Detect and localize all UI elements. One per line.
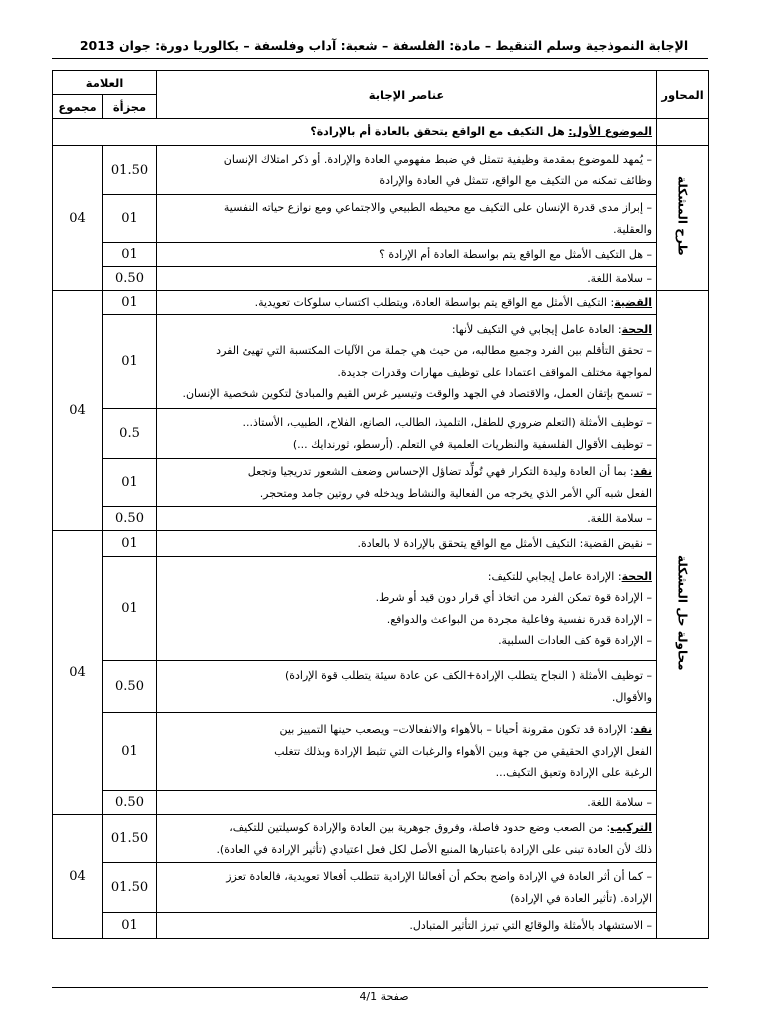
element-cell: – إبراز مدى قدرة الإنسان على التكيف مع محيطه الطبيعي والاجتماعي ومع نوازع حياته النفسية والعقلية. — [157, 195, 657, 243]
part-mark: 0.50 — [103, 267, 157, 291]
topic-label: الموضوع الأول: — [568, 125, 653, 139]
total-mark: 04 — [53, 291, 103, 531]
element-cell: – سلامة اللغة. — [157, 267, 657, 291]
footer-rule — [52, 987, 708, 988]
page-number: 4/1 — [359, 990, 378, 1003]
page-footer — [0, 990, 768, 1003]
part-mark: 01 — [103, 315, 157, 409]
element-cell: نقد: الإرادة قد تكون مقرونة أحيانا – بالأهواء والانفعالات– ويصعب حينها التمييز بين الفعل الإرادي الحقيقي من جهة وبين الأهواء والرغبات التي تثبط الإرادة وبذلك تتغلب الرغبة على الإرادة وتعيق التكيف... — [157, 713, 657, 791]
part-mark: 0.50 — [103, 791, 157, 815]
answer-grid — [52, 70, 709, 939]
element-cell: نقد: بما أن العادة وليدة التكرار فهي تُولِّد تضاؤل الإحساس وضعف الشعور تدريجيا وتجعل الفعل شبه آلي الأمر الذي يخرجه من الفعالية والنشاط ويدخله في روتين جامد ومتحجر. — [157, 459, 657, 507]
axis-problem-statement: طرح المشكلة — [657, 146, 709, 291]
total-mark: 04 — [53, 146, 103, 291]
element-cell: – الاستشهاد بالأمثلة والوقائع التي تبرز التأثير المتبادل. — [157, 913, 657, 939]
element-cell: – نقيض القضية: التكيف الأمثل مع الواقع يتحقق بالإرادة لا بالعادة. — [157, 531, 657, 557]
topic-title — [53, 119, 657, 146]
part-mark: 01 — [103, 243, 157, 267]
total-header: مجموع — [53, 95, 103, 119]
element-cell: – هل التكيف الأمثل مع الواقع يتم بواسطة العادة أم الإرادة ؟ — [157, 243, 657, 267]
part-mark: 0.5 — [103, 409, 157, 459]
part-mark: 01 — [103, 557, 157, 661]
part-mark: 01 — [103, 291, 157, 315]
elements-header: عناصر الإجابة — [157, 71, 657, 119]
element-cell: الحجة: الإرادة عامل إيجابي للتكيف: – الإرادة قوة تمكن الفرد من اتخاذ أي قرار دون قيد أو شرط. – الإرادة قدرة نفسية وفاعلية مجردة من البواعث والدوافع. – الإرادة قوة كف العادات السلبية. — [157, 557, 657, 661]
page-label: صفحة — [380, 990, 409, 1003]
part-mark: 01 — [103, 531, 157, 557]
element-cell: – يُمهد للموضوع بمقدمة وظيفية تتمثل في ضبط مفهومي العادة والإرادة. أو ذكر امتلاك الإنسان وظائف تمكنه من التكيف مع الواقع، تتمثل في العادة والإرادة — [157, 146, 657, 195]
part-mark: 0.50 — [103, 507, 157, 531]
mark-header: العلامة — [53, 71, 157, 95]
element-cell: الحجة: العادة عامل إيجابي في التكيف لأنها: – تحقق التأقلم بين الفرد وجميع مطالبه، من حيث هي جملة من الآليات المكتسبة التي تهيئ الفرد لمواجهة مختلف المواقف اعتمادا على توظيف مهارات وقدرات جديدة. – تسمح بإتقان العمل، والاقتصاد في الجهد والوقت وتيسير غرس القيم والمبادئ لتكوين شخصية الإنسان. — [157, 315, 657, 409]
axis-problem-solving: محاولة حل المشكلة — [657, 291, 709, 939]
element-cell: – توظيف الأمثلة ( النجاح يتطلب الإرادة+الكف عن عادة سيئة يتطلب قوة الإرادة) والأقوال. — [157, 661, 657, 713]
page-title: الإجابة النموذجية وسلم التنقيط – مادة: الفلسفة – شعبة: آداب وفلسفة – بكالوريا دورة: جوان 2013 — [79, 38, 689, 53]
part-mark: 01 — [103, 913, 157, 939]
element-cell: التركيب: من الصعب وضع حدود فاصلة، وفروق جوهرية بين العادة والإرادة كوسيلتين للتكيف، ذلك لأن العادة تبنى على الإرادة باعتبارها المنبع الأصل لكل فعل اعتيادي (تأثير الإرادة في العادة). — [157, 815, 657, 863]
element-cell: – كما أن أثر العادة في الإرادة واضح بحكم أن أفعالنا الإرادية تتطلب أفعالا تعويدية، فالعادة تعزز الإرادة. (تأثير العادة في الإرادة) — [157, 863, 657, 913]
header-rule — [52, 58, 708, 59]
element-cell: – سلامة اللغة. — [157, 507, 657, 531]
part-mark: 01.50 — [103, 146, 157, 195]
total-mark: 04 — [53, 531, 103, 815]
part-mark: 01.50 — [103, 815, 157, 863]
part-mark: 01.50 — [103, 863, 157, 913]
total-mark: 04 — [53, 815, 103, 939]
topic-question: هل التكيف مع الواقع يتحقق بالعادة أم بالإرادة؟ — [310, 125, 565, 139]
element-cell: – توظيف الأمثلة (التعلم ضروري للطفل، التلميذ، الطالب، الصانع، الفلاح، الطبيب، الأستاذ... – توظيف الأقوال الفلسفية والنظريات العلمية في التعلم. (أرسطو، ثورندايك ...) — [157, 409, 657, 459]
part-mark: 01 — [103, 195, 157, 243]
axes-header: المحاور — [657, 71, 709, 119]
part-mark: 01 — [103, 713, 157, 791]
part-mark: 0.50 — [103, 661, 157, 713]
part-mark: 01 — [103, 459, 157, 507]
element-cell: – سلامة اللغة. — [157, 791, 657, 815]
part-header: مجزأة — [103, 95, 157, 119]
element-cell: القضية: التكيف الأمثل مع الواقع يتم بواسطة العادة، ويتطلب اكتساب سلوكات تعويدية. — [157, 291, 657, 315]
